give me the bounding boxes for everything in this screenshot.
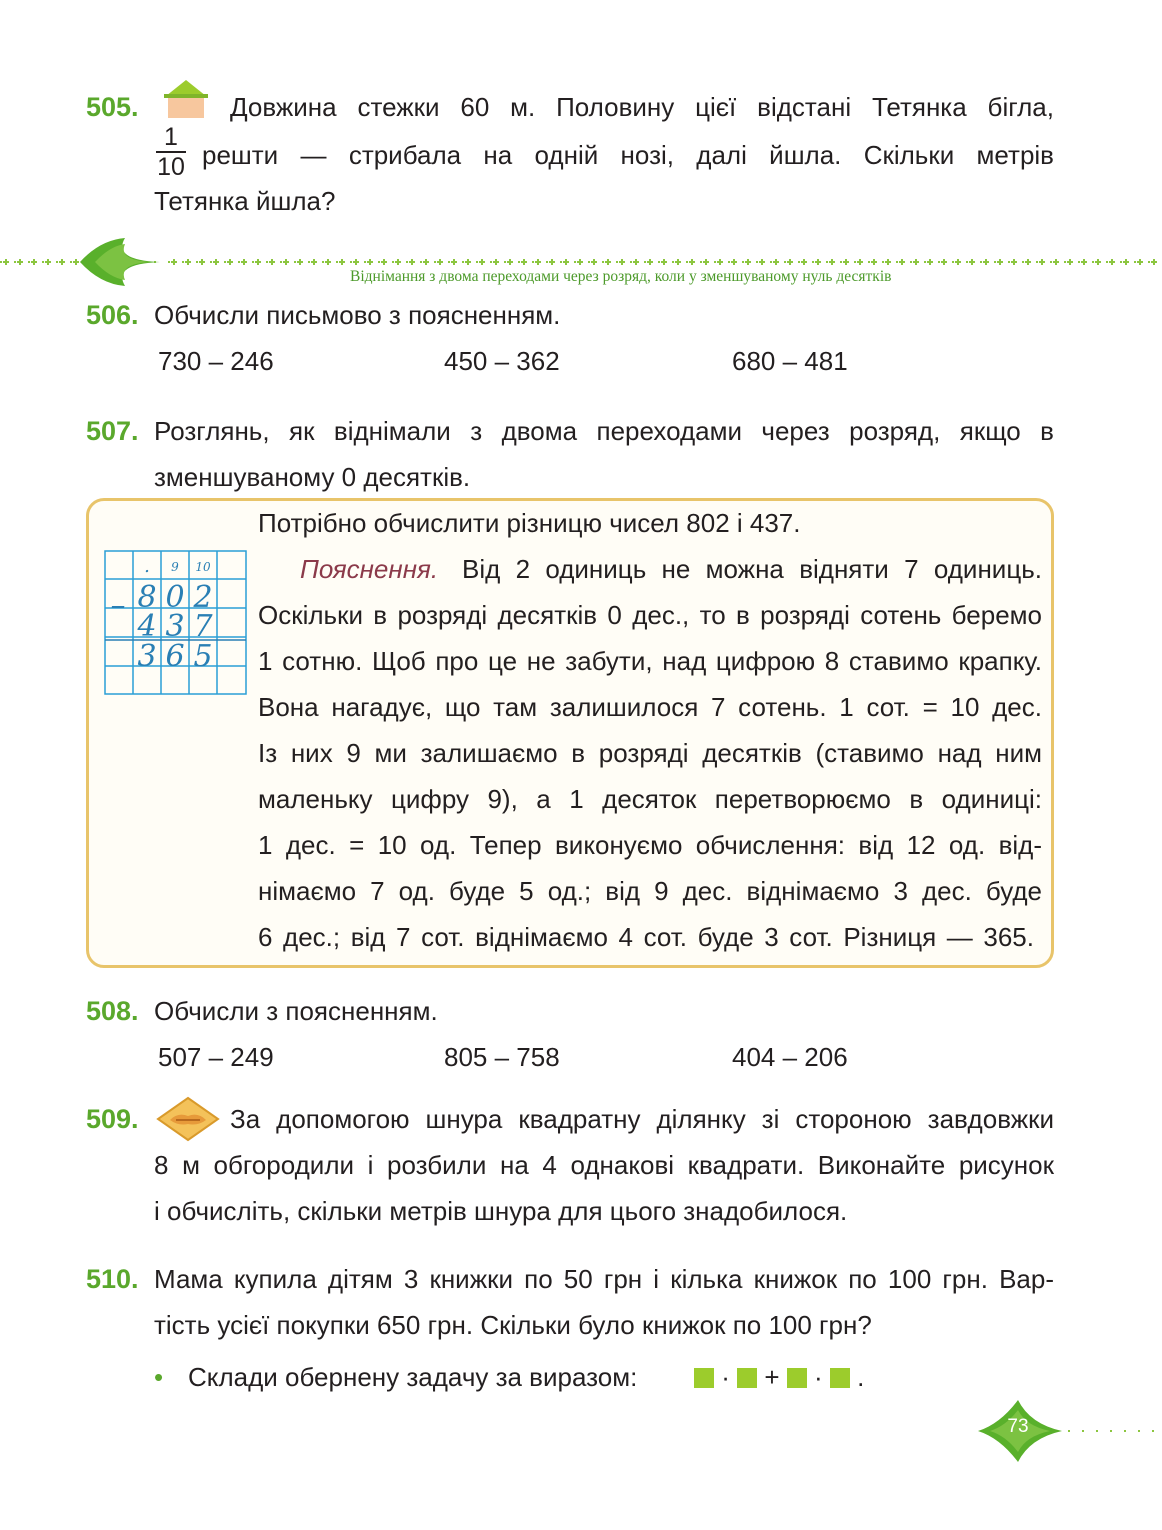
box-line-6: Із них 9 ми залишаємо в розряді десятків (ставимо над ним bbox=[258, 738, 1042, 768]
divider-cross bbox=[675, 259, 681, 265]
explanation-label: Пояснення. bbox=[300, 554, 439, 584]
divider-cross bbox=[227, 259, 233, 265]
divider-cross bbox=[913, 259, 919, 265]
divider-cross bbox=[59, 259, 65, 265]
divider-cross bbox=[1067, 259, 1073, 265]
divider-cross bbox=[787, 259, 793, 265]
handshake-icon bbox=[156, 1096, 220, 1142]
grid-mark-9: 9 bbox=[171, 560, 179, 574]
divider-cross bbox=[815, 259, 821, 265]
divider-cross bbox=[3, 259, 9, 265]
divider-cross bbox=[465, 259, 471, 265]
grid-digit: 6 bbox=[165, 639, 185, 674]
house-icon bbox=[160, 74, 212, 120]
divider-cross bbox=[507, 259, 513, 265]
divider-cross bbox=[843, 259, 849, 265]
page-number: 73 bbox=[1007, 1416, 1029, 1437]
divider-cross bbox=[563, 259, 569, 265]
divider-cross bbox=[731, 259, 737, 265]
divider-cross bbox=[185, 259, 191, 265]
box-line-1: Потрібно обчислити різницю чисел 802 і 437. bbox=[258, 508, 801, 538]
p505-line2: решти — стрибала на одній нозі, далі йшла. Скільки метрів bbox=[202, 140, 1054, 170]
divider-cross bbox=[647, 259, 653, 265]
p508-text: Обчисли з поясненням. bbox=[154, 996, 438, 1026]
p509-line3: і обчисліть, скільки метрів шнура для цього знадобилося. bbox=[154, 1196, 848, 1226]
grid-digit: 0 bbox=[165, 580, 185, 615]
grid-digit: 5 bbox=[193, 639, 213, 674]
divider-cross bbox=[535, 259, 541, 265]
problem-number-508: 508. bbox=[86, 996, 139, 1026]
divider-cross bbox=[339, 259, 345, 265]
blank-square bbox=[787, 1368, 807, 1388]
divider-cross bbox=[899, 259, 905, 265]
divider-cross bbox=[255, 259, 261, 265]
divider-cross bbox=[17, 259, 23, 265]
divider-cross bbox=[479, 259, 485, 265]
grid-dot-mark: . bbox=[144, 556, 150, 577]
divider-cross bbox=[549, 259, 555, 265]
divider-cross bbox=[521, 259, 527, 265]
divider-cross bbox=[997, 259, 1003, 265]
divider-cross bbox=[1137, 259, 1143, 265]
problem-number-510: 510. bbox=[86, 1264, 139, 1294]
divider-cross bbox=[689, 259, 695, 265]
divider-cross bbox=[1011, 259, 1017, 265]
divider-cross bbox=[325, 259, 331, 265]
blank-square bbox=[737, 1368, 757, 1388]
divider-cross bbox=[31, 259, 37, 265]
divider-cross bbox=[1053, 259, 1059, 265]
divider-cross bbox=[927, 259, 933, 265]
divider-cross bbox=[885, 259, 891, 265]
fraction-numerator: 1 bbox=[164, 123, 178, 151]
divider-cross bbox=[45, 259, 51, 265]
box-line-8: 1 дес. = 10 од. Тепер виконуємо обчислення: від 12 од. від- bbox=[258, 830, 1042, 860]
operator: · bbox=[721, 1362, 730, 1392]
bullet: • bbox=[154, 1362, 164, 1392]
divider-cross bbox=[1109, 259, 1115, 265]
problem-number-506: 506. bbox=[86, 300, 139, 330]
divider-cross bbox=[983, 259, 989, 265]
divider-cross bbox=[955, 259, 961, 265]
p508-expr-1: 507 – 249 bbox=[158, 1042, 274, 1072]
section-title: Віднімання з двома переходами через розряд, коли у зменшуваному нуль десятків bbox=[350, 268, 892, 285]
p509-line1: За допомогою шнура квадратну ділянку зі стороною завдовжки bbox=[230, 1104, 1054, 1134]
divider-cross bbox=[423, 259, 429, 265]
p505-line1: Довжина стежки 60 м. Половину цієї відстані Тетянка бігла, bbox=[230, 92, 1054, 122]
divider-cross bbox=[1081, 259, 1087, 265]
divider-cross bbox=[1095, 259, 1101, 265]
divider-cross bbox=[703, 259, 709, 265]
operator: · bbox=[814, 1362, 823, 1392]
p507-line1: Розглянь, як віднімали з двома переходами через розряд, якщо в bbox=[154, 416, 1054, 446]
grid-minus: – bbox=[110, 588, 126, 623]
divider-cross bbox=[745, 259, 751, 265]
fraction-one-tenth bbox=[154, 124, 188, 180]
p510-line1: Мама купила дітям 3 книжки по 50 грн і кілька книжок по 100 грн. Вар- bbox=[154, 1264, 1054, 1294]
divider-cross bbox=[1123, 259, 1129, 265]
p506-expr-1: 730 – 246 bbox=[158, 346, 274, 376]
p509-line2: 8 м обгородили і розбили на 4 однакові квадрати. Виконайте рисунок bbox=[154, 1150, 1054, 1180]
divider-cross bbox=[941, 259, 947, 265]
grid-digit: 2 bbox=[193, 580, 213, 615]
box-line-4: 1 сотню. Щоб про це не забути, над цифрою 8 ставимо крапку. bbox=[258, 646, 1042, 676]
operator: . bbox=[857, 1362, 865, 1392]
divider-cross bbox=[577, 259, 583, 265]
blank-square bbox=[694, 1368, 714, 1388]
divider-cross bbox=[493, 259, 499, 265]
problem-number-507: 507. bbox=[86, 416, 139, 446]
grid-digit: 3 bbox=[165, 609, 185, 644]
divider-cross bbox=[661, 259, 667, 265]
divider-cross bbox=[1151, 259, 1157, 265]
box-line-2-text: Від 2 одиниць не можна відняти 7 одиниць. bbox=[462, 554, 1042, 584]
fraction-denominator: 10 bbox=[157, 153, 185, 181]
divider-cross bbox=[213, 259, 219, 265]
box-line-9: німаємо 7 од. буде 5 од.; від 9 дес. віднімаємо 3 дес. буде bbox=[258, 876, 1042, 906]
p505-line3: Тетянка йшла? bbox=[154, 186, 336, 216]
p506-text: Обчисли письмово з поясненням. bbox=[154, 300, 561, 330]
problem-number-505: 505. bbox=[86, 92, 139, 122]
divider-cross bbox=[409, 259, 415, 265]
divider-cross bbox=[437, 259, 443, 265]
divider-cross bbox=[871, 259, 877, 265]
divider-cross bbox=[1039, 259, 1045, 265]
divider-cross bbox=[353, 259, 359, 265]
divider-cross bbox=[717, 259, 723, 265]
divider-cross bbox=[759, 259, 765, 265]
divider-cross bbox=[367, 259, 373, 265]
divider-cross bbox=[283, 259, 289, 265]
divider-cross bbox=[297, 259, 303, 265]
p510-line2: тість усієї покупки 650 грн. Скільки було книжок по 100 грн? bbox=[154, 1310, 872, 1340]
p508-expr-2: 805 – 758 bbox=[444, 1042, 560, 1072]
divider-cross bbox=[969, 259, 975, 265]
divider-cross bbox=[395, 259, 401, 265]
divider-cross bbox=[633, 259, 639, 265]
box-line-7: маленьку цифру 9), а 1 десяток перетворюємо в одиниці: bbox=[258, 784, 1042, 814]
grid-digit: 8 bbox=[137, 580, 157, 615]
operator: + bbox=[764, 1362, 780, 1392]
divider-cross bbox=[1025, 259, 1031, 265]
grid-digit: 7 bbox=[193, 609, 213, 644]
box-line-5: Вона нагадує, що там залишилося 7 сотень. 1 сот. = 10 дес. bbox=[258, 692, 1042, 722]
grid-digit: 3 bbox=[137, 639, 157, 674]
divider-cross bbox=[605, 259, 611, 265]
box-line-3: Оскільки в розряді десятків 0 дес., то в розряді сотень беремо bbox=[258, 600, 1042, 630]
divider-cross bbox=[801, 259, 807, 265]
grid-mark-10: 10 bbox=[195, 560, 211, 574]
divider-cross bbox=[311, 259, 317, 265]
divider-cross bbox=[381, 259, 387, 265]
divider-cross bbox=[773, 259, 779, 265]
divider-cross bbox=[829, 259, 835, 265]
p508-expr-3: 404 – 206 bbox=[732, 1042, 848, 1072]
grid-digit: 4 bbox=[137, 609, 157, 644]
divider-cross bbox=[171, 259, 177, 265]
divider-cross bbox=[241, 259, 247, 265]
expression-template bbox=[694, 1360, 864, 1394]
divider-cross bbox=[591, 259, 597, 265]
p507-line2: зменшуваному 0 десятків. bbox=[154, 462, 471, 492]
box-line-10: 6 дес.; від 7 сот. віднімаємо 4 сот. буде 3 сот. Різниця — 365. bbox=[258, 922, 1034, 952]
divider-cross bbox=[269, 259, 275, 265]
p510-bullet-text: Склади обернену задачу за виразом: bbox=[188, 1362, 638, 1392]
box-line-2 bbox=[300, 552, 1042, 586]
p506-expr-2: 450 – 362 bbox=[444, 346, 560, 376]
divider-cross bbox=[73, 259, 79, 265]
divider-cross bbox=[857, 259, 863, 265]
blank-square bbox=[830, 1368, 850, 1388]
problem-number-509: 509. bbox=[86, 1104, 139, 1134]
divider-cross bbox=[619, 259, 625, 265]
divider-cross bbox=[451, 259, 457, 265]
divider-cross bbox=[199, 259, 205, 265]
p506-expr-3: 680 – 481 bbox=[732, 346, 848, 376]
